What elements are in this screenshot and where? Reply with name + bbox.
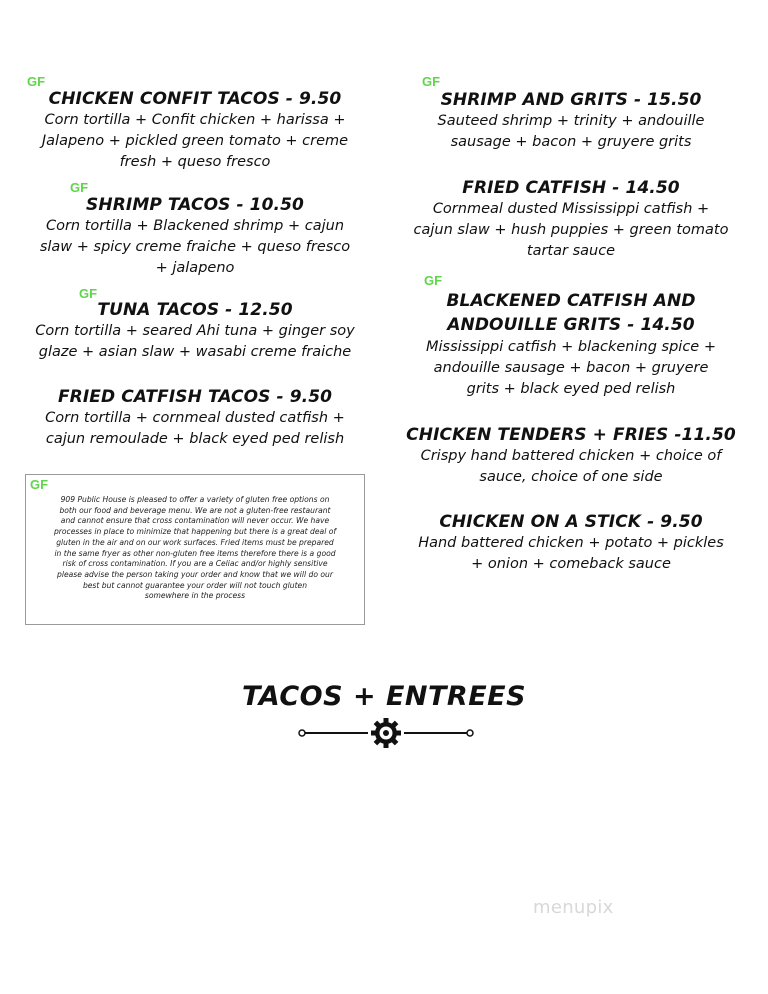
notice-line: in the same fryer as other non-gluten free items therefore there is a good [54,548,336,558]
menu-item-chicken-on-a-stick [392,512,750,575]
notice-line: best but cannot guarantee your order will not touch gluten [82,580,308,590]
item-desc-line: + onion + comeback sauce [471,556,671,572]
notice-line: 909 Public House is pleased to offer a variety of gluten free options on [60,495,330,504]
item-desc-line: sausage + bacon + gruyere grits [450,134,692,150]
item-desc-line: grits + black eyed ped relish [466,381,676,397]
gf-badge-notice: GF [30,477,49,492]
item-desc-line: Corn tortilla + Blackened shrimp + cajun [45,218,345,234]
item-desc-line: Hand battered chicken + potato + pickles [418,535,724,551]
item-desc-line: sauce, choice of one side [479,469,663,485]
item-title: FRIED CATFISH TACOS - 9.50 [57,387,333,407]
item-desc-line: Cornmeal dusted Mississippi catfish + [432,201,710,217]
item-title: FRIED CATFISH - 14.50 [462,178,680,198]
item-desc-line: Corn tortilla + cornmeal dusted catfish + [45,410,345,426]
menu-item-chicken-confit-tacos [14,89,376,173]
item-title: CHICKEN ON A STICK - 9.50 [439,512,703,532]
notice-line: both our food and beverage menu. We are not a gluten-free restaurant [59,505,331,515]
item-desc-line: Corn tortilla + seared Ahi tuna + ginger soy [35,323,355,339]
gluten-free-notice [25,474,365,625]
item-desc-line: glaze + asian slaw + wasabi creme fraiche [38,344,352,360]
item-title: CHICKEN TENDERS + FRIES -11.50 [406,425,736,445]
menu-item-shrimp-and-grits [392,90,750,153]
gf-badge-chicken-confit: GF [27,74,46,89]
gf-badge-tuna-tacos: GF [79,286,98,301]
item-desc-line: slaw + spicy creme fraiche + queso fresco [39,239,351,255]
item-desc-line: andouille sausage + bacon + gruyere [433,360,709,376]
notice-line: somewhere in the process [144,591,246,601]
item-desc-line: fresh + queso fresco [119,154,271,170]
notice-line: gluten in the air and on our work surfaces. Fried items must be prepared [56,537,334,547]
item-desc-line: Corn tortilla + Confit chicken + harissa + [44,112,346,128]
notice-line: please advise the person taking your order and know that we will do our [57,569,333,579]
menu-item-chicken-tenders-fries [392,425,750,488]
item-title: CHICKEN CONFIT TACOS - 9.50 [48,89,342,109]
notice-line: processes in place to minimize that happening but there is a great deal of [53,527,337,537]
item-desc-line: tartar sauce [526,243,616,259]
gear-divider-icon [298,716,474,750]
item-desc-line: Crispy hand battered chicken + choice of [420,448,722,464]
menu-item-tuna-tacos [14,300,376,363]
menu-item-fried-catfish [392,178,750,262]
item-desc-line: cajun slaw + hush puppies + green tomato [413,222,729,238]
item-title: SHRIMP AND GRITS - 15.50 [440,90,702,110]
gf-badge-shrimp-tacos: GF [70,180,89,195]
gf-badge-blackened-catfish: GF [424,273,443,288]
gf-badge-shrimp-and-grits: GF [422,74,441,89]
item-desc-line: Jalapeno + pickled green tomato + creme [41,133,349,149]
notice-line: and cannot ensure that cross contamination will never occur. We have [60,516,330,526]
watermark: menupix [533,897,614,918]
item-desc-line: Sauteed shrimp + trinity + andouille [437,113,705,129]
notice-line: risk of cross contamination. If you are a Celiac and/or highly sensitive [62,559,328,569]
item-title: TUNA TACOS - 12.50 [97,300,293,320]
menu-item-shrimp-tacos [14,195,376,279]
item-desc-line: Mississippi catfish + blackening spice + [426,339,716,355]
item-title-line: ANDOUILLE GRITS - 14.50 [447,315,695,335]
menu-item-blackened-catfish-andouille-grits [392,289,750,400]
item-title: SHRIMP TACOS - 10.50 [86,195,304,215]
section-title: TACOS + ENTREES [241,681,527,712]
item-desc-line: + jalapeno [155,260,235,276]
menu-item-fried-catfish-tacos [14,387,376,450]
item-desc-line: cajun remoulade + black eyed ped relish [45,431,345,447]
gf-notice-text [32,495,358,602]
item-title-line: BLACKENED CATFISH AND [446,291,696,311]
